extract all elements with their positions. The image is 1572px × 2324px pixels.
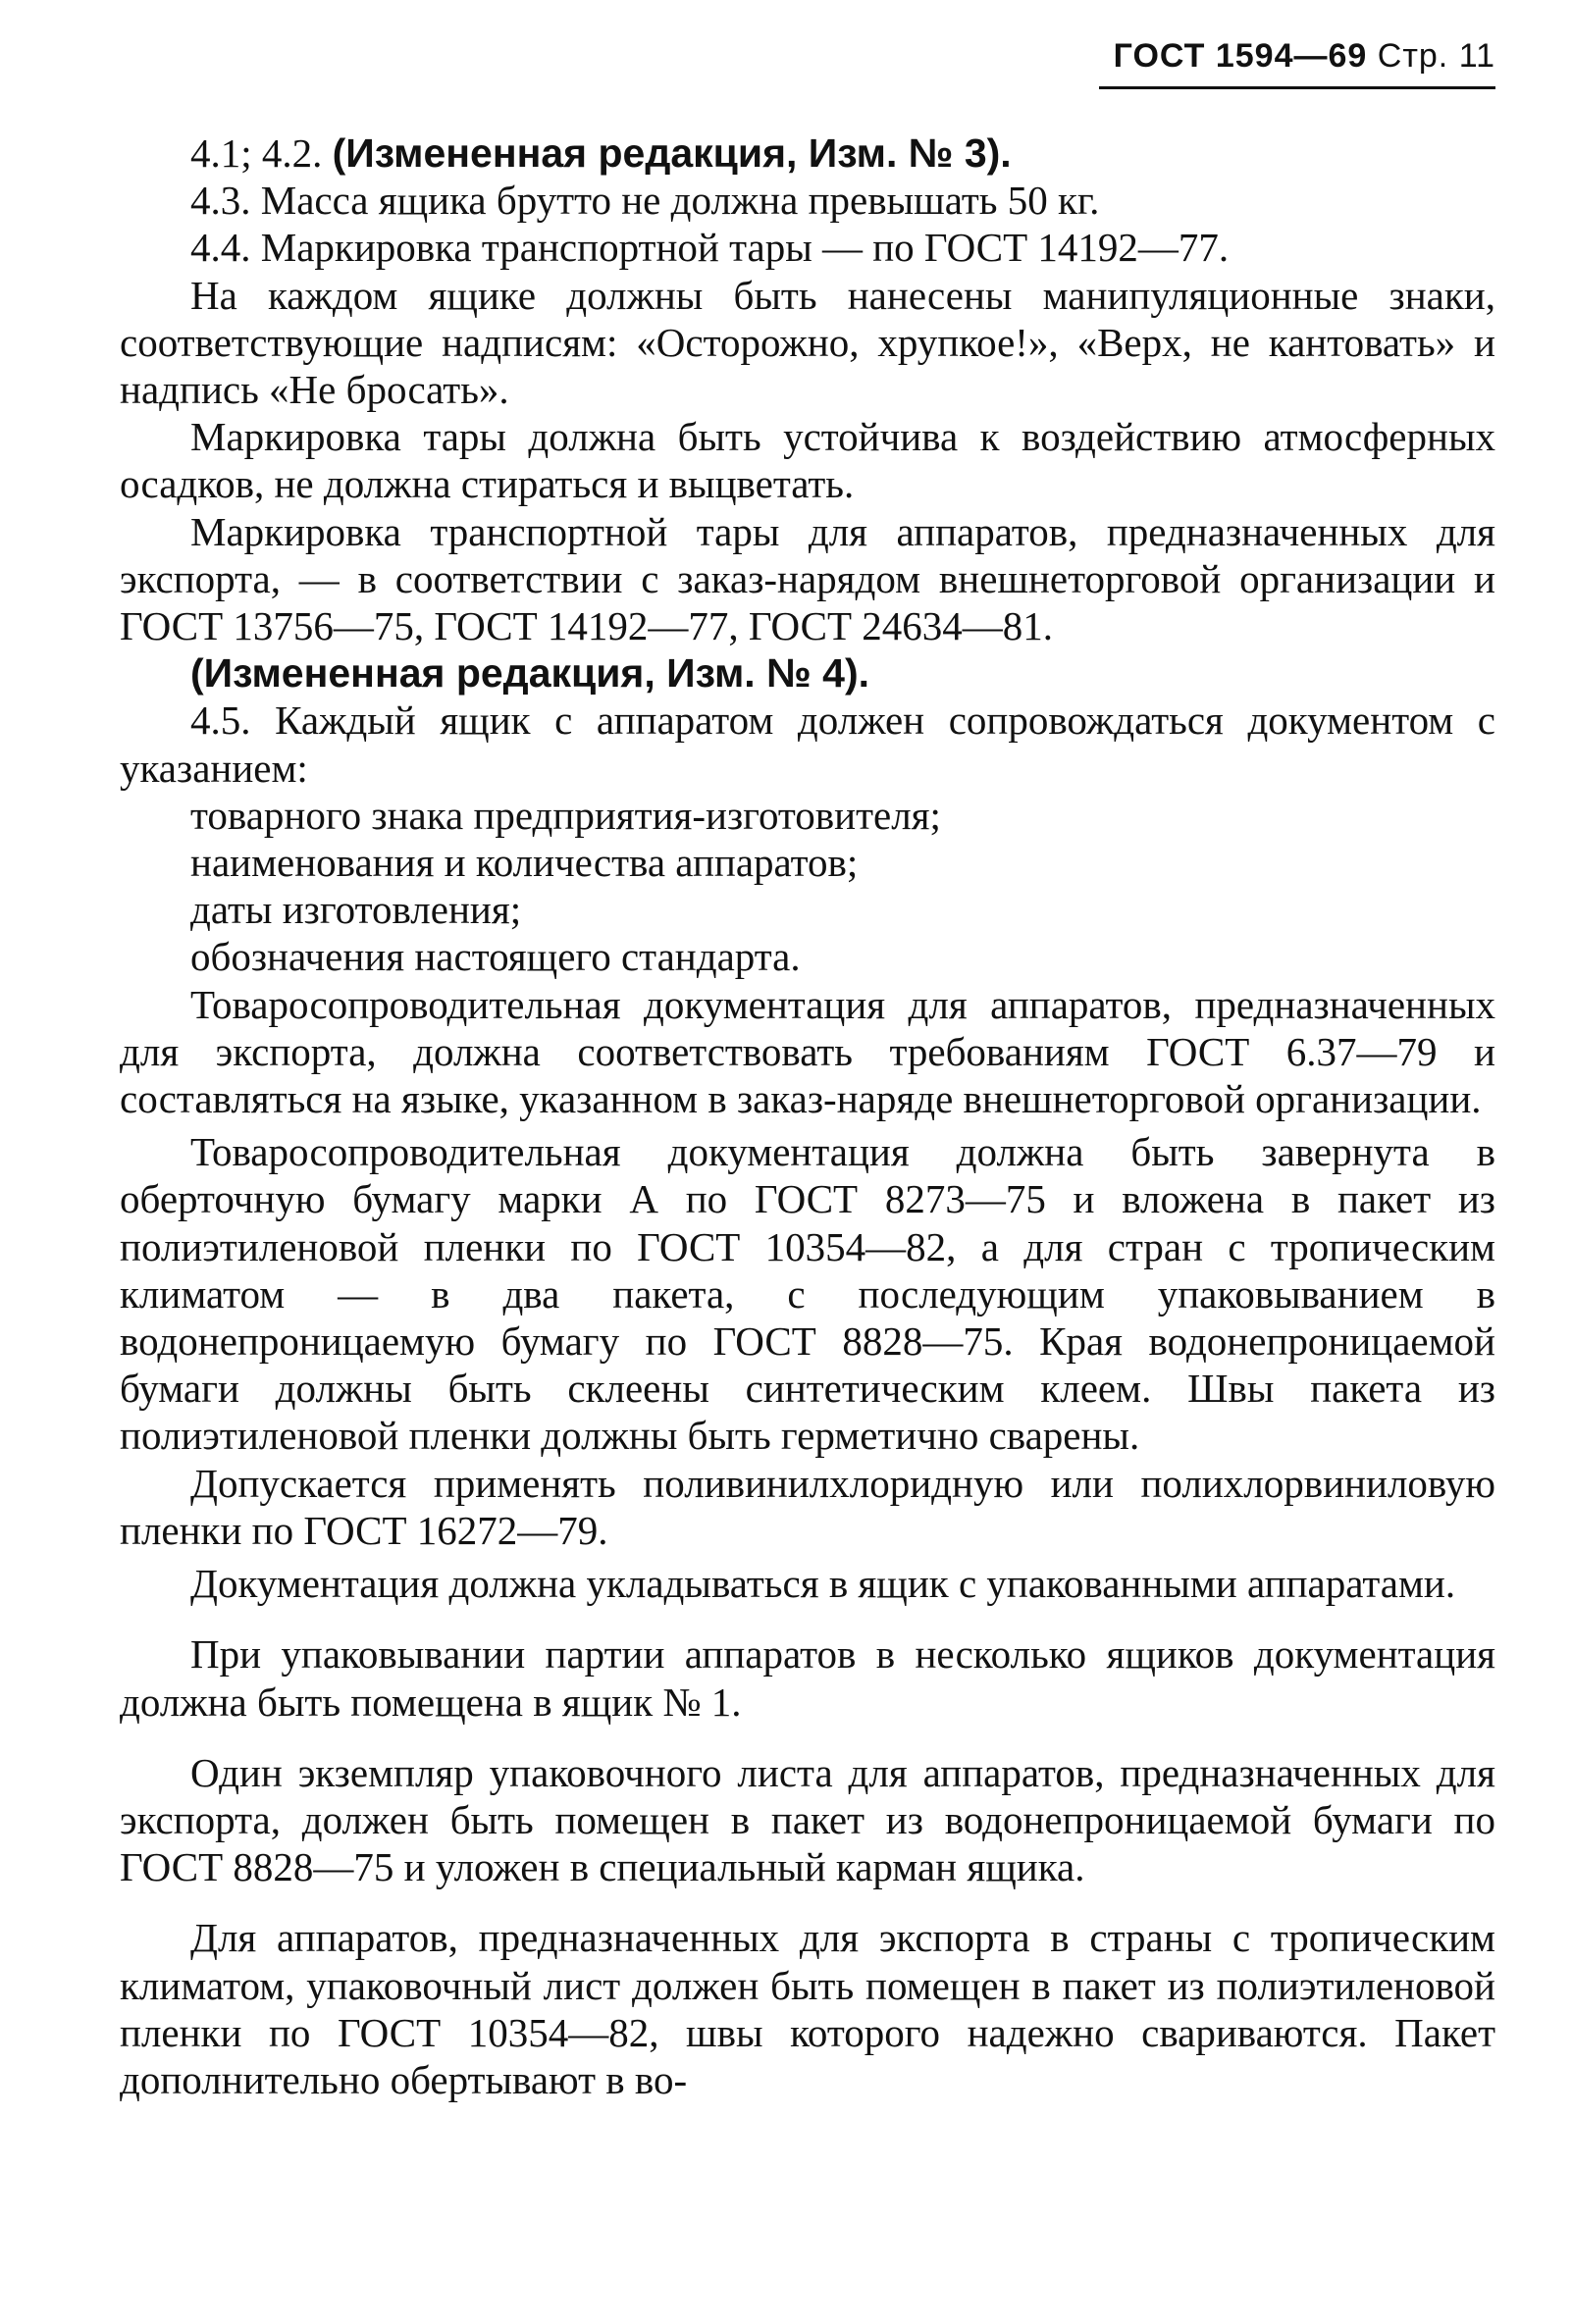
paragraph-4-1-4-2: [120, 129, 1495, 177]
paragraph-export-documentation: Товаросопроводительная документация для аппаратов, предназначенных для экспорта, должна соответствовать требованиям ГОСТ 6.37—79 и составляться на языке, указанном в заказ-наряде внешнеторговой организации.: [120, 981, 1495, 1122]
paragraph-packing-list: Один экземпляр упаковочного листа для аппаратов, предназначенных для экспорта, должен быть помещен в пакет из водонепроницаемой бумаги по ГОСТ 8828—75 и уложен в специальный карман ящика.: [120, 1749, 1495, 1890]
paragraph-multiple-boxes: При упаковывании партии аппаратов в несколько ящиков документация должна быть помещена в ящик № 1.: [120, 1631, 1495, 1725]
paragraph-tropical-packing-list: Для аппаратов, предназначенных для экспорта в страны с тропическим климатом, упаковочный лист должен быть помещен в пакет из полиэтиленовой пленки по ГОСТ 10354—82, швы которого надежно свариваются. Пакет дополнительно обертывают в во-: [120, 1915, 1495, 2102]
list-item: обозначения настоящего стандарта.: [190, 934, 801, 980]
amendment-note-4: [120, 649, 1495, 697]
paragraph-4-3: 4.3. Масса ящика брутто не должна превышать 50 кг.: [190, 178, 1100, 224]
paragraph-film-allowed: Допускается применять поливинилхлоридную или полихлорвиниловую пленки по ГОСТ 16272—79.: [120, 1460, 1495, 1553]
page-number: Стр. 11: [1377, 37, 1495, 75]
paragraph-4-5: 4.5. Каждый ящик с аппаратом должен сопровождаться документом с указанием:: [120, 697, 1495, 791]
standard-number: ГОСТ 1594—69: [1113, 37, 1368, 75]
clause-numbers: 4.1; 4.2.: [190, 130, 333, 176]
list-item: товарного знака предприятия-изготовителя;: [190, 792, 941, 838]
list-item: наименования и количества аппаратов;: [190, 840, 859, 886]
page-header: [1103, 37, 1495, 76]
paragraph-documentation-placement: Документация должна укладываться в ящик с упакованными аппаратами.: [190, 1561, 1456, 1607]
paragraph-marking-durability: Маркировка тары должна быть устойчива к воздействию атмосферных осадков, не должна стираться и выцветать.: [120, 414, 1495, 507]
header-rule: [1099, 86, 1495, 89]
paragraph-handling-signs: На каждом ящике должны быть нанесены манипуляционные знаки, соответствующие надписям: «Осторожно, хрупкое!», «Верх, не кантовать» и надпись «Не бросать».: [120, 272, 1495, 413]
document-body: [120, 129, 1495, 2103]
paragraph-documentation-packing: Товаросопроводительная документация должна быть завернута в оберточную бумагу марки А по ГОСТ 8273—75 и вложена в пакет из полиэтиленовой пленки по ГОСТ 10354—82, а для стран с тропическим климатом — в два пакета, с последующим упаковыванием в водонепроницаемую бумагу по ГОСТ 8828—75. Края водонепроницаемой бумаги должны быть склеены синтетическим клеем. Швы пакета из полиэтиленовой пленки должны быть герметично сварены.: [120, 1129, 1495, 1459]
amendment-note-4-text: (Измененная редакция, Изм. № 4).: [190, 650, 870, 697]
amendment-note-3: (Измененная редакция, Изм. № 3).: [332, 130, 1012, 176]
list-item: даты изготовления;: [190, 887, 522, 933]
paragraph-export-marking: Маркировка транспортной тары для аппаратов, предназначенных для экспорта, — в соответствии с заказ-нарядом внешнеторговой организации и ГОСТ 13756—75, ГОСТ 14192—77, ГОСТ 24634—81.: [120, 508, 1495, 649]
paragraph-4-4: 4.4. Маркировка транспортной тары — по ГОСТ 14192—77.: [190, 225, 1230, 271]
